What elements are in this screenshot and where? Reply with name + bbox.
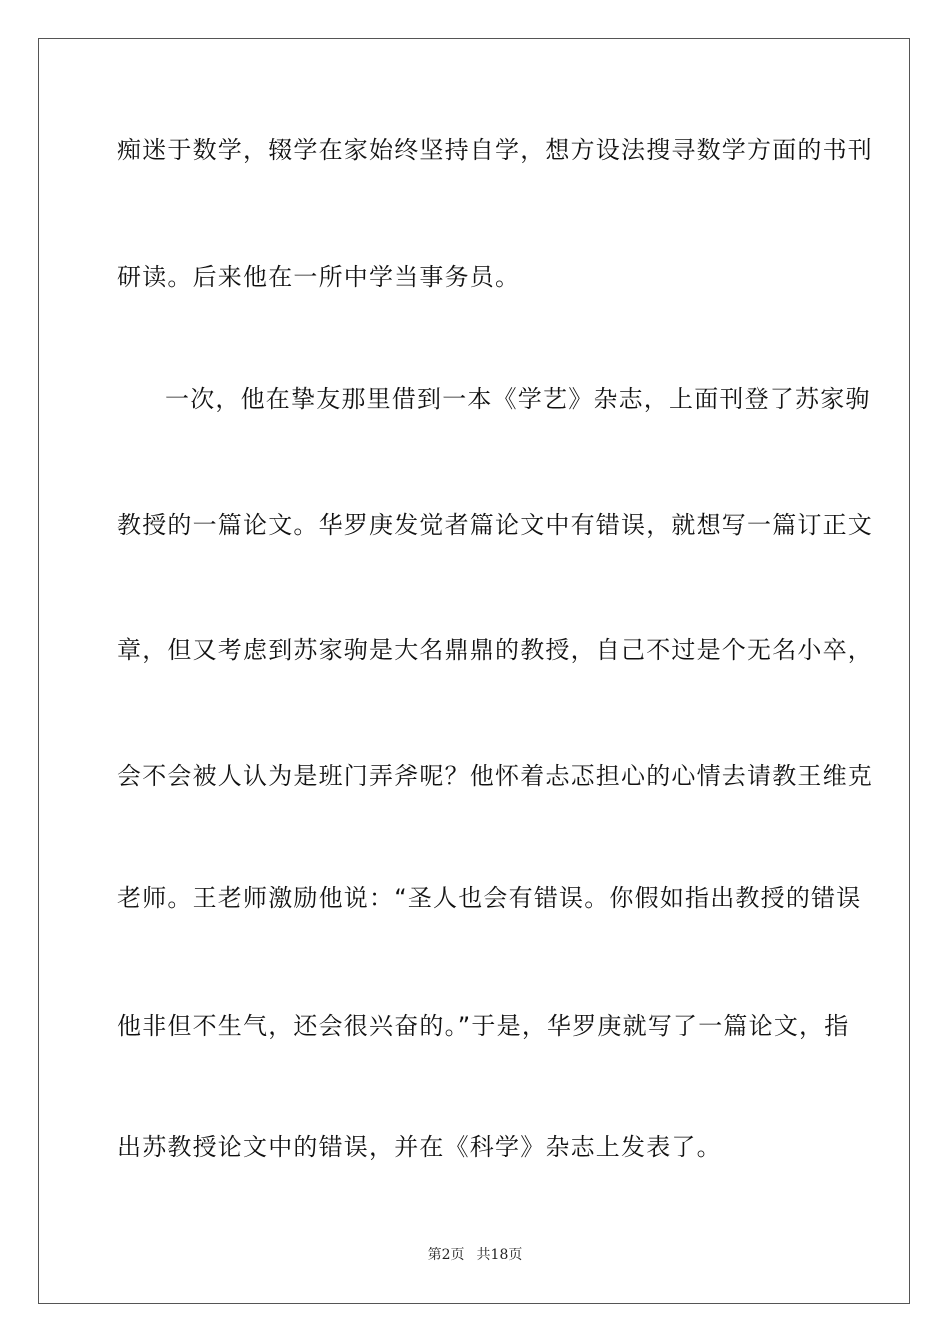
text-line: 会不会被人认为是班门弄斧呢？他怀着忐忑担心的心情去请教王维克: [117, 762, 873, 790]
page-border: [38, 38, 910, 1304]
text-line: 痴迷于数学，辍学在家始终坚持自学，想方设法搜寻数学方面的书刊: [117, 136, 873, 164]
text-line: 教授的一篇论文。华罗庚发觉者篇论文中有错误，就想写一篇订正文: [117, 511, 873, 539]
text-line: 研读。后来他在一所中学当事务员。: [117, 263, 521, 291]
text-line: 出苏教授论文中的错误，并在《科学》杂志上发表了。: [117, 1133, 722, 1161]
text-line: 老师。王老师激励他说：“圣人也会有错误。你假如指出教授的错误: [117, 884, 862, 912]
page-number: 第2页: [427, 1247, 465, 1263]
text-line: 他非但不生气，还会很兴奋的。”于是，华罗庚就写了一篇论文，指: [117, 1012, 850, 1040]
page-footer: [0, 1246, 950, 1264]
page-total: 共18页: [476, 1247, 523, 1263]
paragraph-start-line: 一次，他在挚友那里借到一本《学艺》杂志，上面刊登了苏家驹: [165, 385, 871, 413]
text-line: 章，但又考虑到苏家驹是大名鼎鼎的教授，自己不过是个无名小卒，: [117, 636, 873, 664]
